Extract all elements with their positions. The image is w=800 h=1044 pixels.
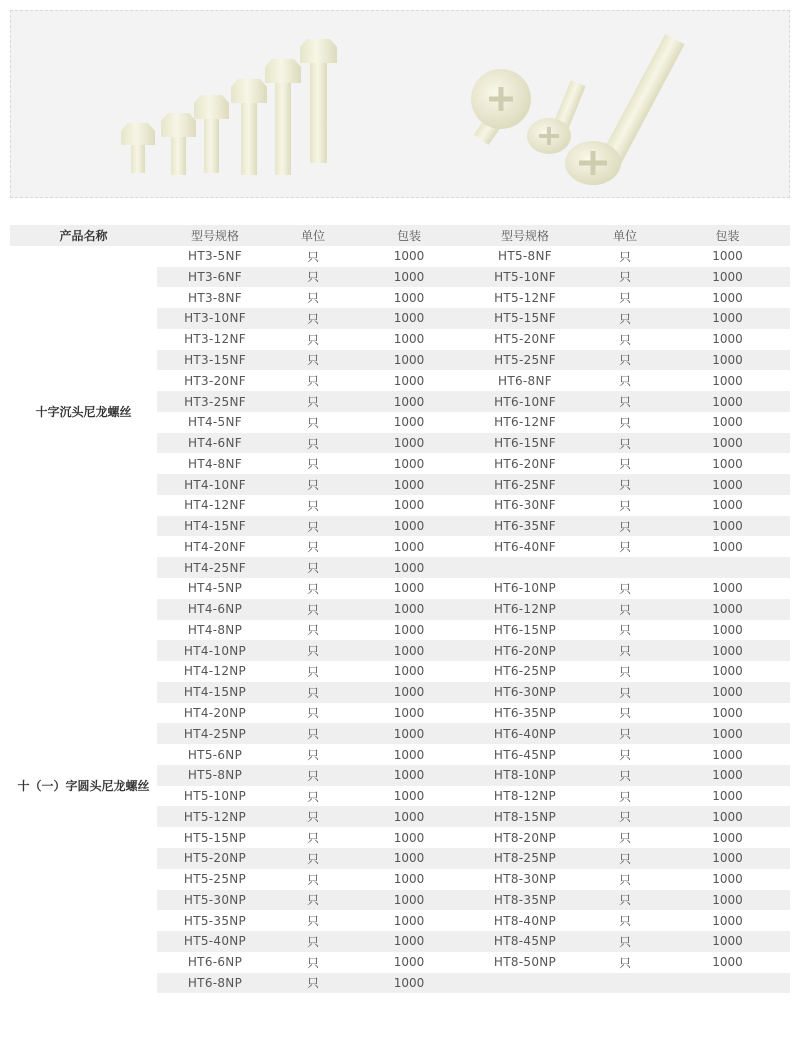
unit-cell: 只 [306,914,319,929]
unit-cell: 只 [306,540,319,555]
unit-cell: 只 [273,765,353,786]
package-cell: 1000 [353,433,465,454]
unit-cell: 只 [618,457,631,472]
package-cell: 1000 [393,539,425,554]
unit-cell: 只 [306,249,319,264]
unit-cell: 只 [585,890,665,911]
model-cell: HT3-12NF [184,332,246,347]
package-cell: 1000 [712,498,743,513]
hex-bolt-group [121,39,337,175]
package-cell: 1000 [353,890,465,911]
unit-cell: 只 [585,599,665,620]
table-row [10,246,790,267]
unit-cell: 只 [618,706,631,721]
package-cell: 1000 [353,350,465,371]
unit-cell: 只 [585,350,665,371]
unit-cell: 只 [306,623,319,638]
header-unit: 单位 [273,225,353,246]
package-cell: 1000 [712,332,743,347]
unit-cell: 只 [306,291,319,306]
package-cell: 1000 [712,373,743,388]
model-cell: HT6-30NP [465,682,585,703]
model-cell: HT4-15NP [157,682,273,703]
package-cell: 1000 [665,848,790,869]
package-cell: 1000 [665,308,790,329]
unit-cell: 只 [618,914,631,929]
package-cell: 1000 [353,931,465,952]
model-cell: HT5-8NP [157,765,273,786]
model-cell: HT5-12NF [494,290,556,305]
package-cell: 1000 [353,391,465,412]
unit-cell: 只 [306,415,319,430]
package-cell: 1000 [393,872,425,887]
package-cell: 1000 [712,622,743,637]
unit-cell: 只 [585,765,665,786]
model-cell: HT5-25NP [183,872,247,887]
model-cell: HT6-15NP [493,622,557,637]
unit-cell: 只 [273,599,353,620]
unit-cell: 只 [273,640,353,661]
model-cell: HT4-20NP [183,705,247,720]
header-product-name: 产品名称 [10,225,157,246]
unit-cell: 只 [306,748,319,763]
package-cell: 1000 [712,581,743,596]
model-cell: HT6-12NP [465,599,585,620]
package-cell [665,557,790,578]
unit-cell: 只 [618,581,631,596]
package-cell: 1000 [665,474,790,495]
model-cell: HT8-35NP [465,890,585,911]
package-cell: 1000 [665,433,790,454]
unit-cell: 只 [618,831,631,846]
unit-cell: 只 [306,789,319,804]
model-cell: HT4-15NF [157,516,273,537]
package-cell: 1000 [665,599,790,620]
package-cell: 1000 [712,955,743,970]
package-cell: 1000 [353,599,465,620]
unit-cell: 只 [273,848,353,869]
unit-cell: 只 [273,890,353,911]
table-header-row [10,225,790,246]
model-cell: HT8-12NP [493,789,557,804]
unit-cell: 只 [306,706,319,721]
package-cell: 1000 [712,913,743,928]
package-cell: 1000 [712,789,743,804]
package-cell: 1000 [353,848,465,869]
header-package: 包装 [353,225,465,246]
unit-cell: 只 [273,308,353,329]
unit-cell: 只 [273,557,353,578]
model-cell: HT8-40NP [493,913,557,928]
model-cell: HT4-12NP [183,664,247,679]
unit-cell [585,973,665,994]
unit-cell: 只 [306,457,319,472]
package-cell: 1000 [712,539,743,554]
header-package-2: 包装 [665,225,790,246]
package-cell: 1000 [665,350,790,371]
model-cell: HT6-12NF [494,415,556,430]
unit-cell: 只 [618,291,631,306]
package-cell: 1000 [393,415,425,430]
unit-cell: 只 [273,433,353,454]
unit-cell [585,557,665,578]
model-cell [465,973,585,994]
package-cell: 1000 [353,640,465,661]
package-cell: 1000 [393,664,425,679]
unit-cell: 只 [585,516,665,537]
package-cell: 1000 [353,765,465,786]
unit-cell: 只 [618,789,631,804]
model-cell: HT8-50NP [493,955,557,970]
package-cell: 1000 [665,391,790,412]
package-cell: 1000 [353,267,465,288]
unit-cell: 只 [273,682,353,703]
unit-cell: 只 [585,267,665,288]
package-cell [665,973,790,994]
model-cell: HT4-5NF [188,415,242,430]
unit-cell: 只 [618,955,631,970]
package-cell: 1000 [393,622,425,637]
product-photo [10,10,790,198]
unit-cell: 只 [306,872,319,887]
model-cell: HT4-10NF [157,474,273,495]
header-unit-2: 单位 [585,225,665,246]
model-cell [465,557,585,578]
unit-cell: 只 [273,931,353,952]
model-cell: HT5-20NP [157,848,273,869]
package-cell: 1000 [353,806,465,827]
package-cell: 1000 [393,913,425,928]
package-cell: 1000 [353,516,465,537]
model-cell: HT6-8NP [157,973,273,994]
model-cell: HT3-10NF [157,308,273,329]
package-cell: 1000 [393,249,425,264]
model-cell: HT5-15NF [465,308,585,329]
model-cell: HT4-8NF [188,456,242,471]
model-cell: HT6-8NF [498,373,552,388]
unit-cell: 只 [306,955,319,970]
package-cell: 1000 [665,890,790,911]
model-cell: HT4-25NP [157,723,273,744]
model-cell: HT3-15NF [157,350,273,371]
package-cell: 1000 [393,456,425,471]
unit-cell: 只 [618,748,631,763]
package-cell: 1000 [393,581,425,596]
package-cell: 1000 [712,872,743,887]
model-cell: HT3-5NF [188,249,242,264]
package-cell: 1000 [393,290,425,305]
unit-cell: 只 [306,581,319,596]
package-cell: 1000 [665,267,790,288]
model-cell: HT5-30NP [157,890,273,911]
model-cell: HT8-45NP [465,931,585,952]
package-cell: 1000 [665,516,790,537]
model-cell: HT4-20NF [184,539,246,554]
unit-cell: 只 [273,350,353,371]
unit-cell: 只 [306,498,319,513]
unit-cell: 只 [585,308,665,329]
unit-cell: 只 [585,931,665,952]
model-cell: HT8-15NP [465,806,585,827]
package-cell: 1000 [393,789,425,804]
unit-cell: 只 [618,540,631,555]
unit-cell: 只 [585,474,665,495]
package-cell: 1000 [665,640,790,661]
model-cell: HT5-12NP [157,806,273,827]
model-cell: HT6-25NP [493,664,557,679]
unit-cell: 只 [273,973,353,994]
model-cell: HT4-6NF [157,433,273,454]
package-cell: 1000 [665,931,790,952]
unit-cell: 只 [306,831,319,846]
package-cell: 1000 [712,415,743,430]
unit-cell: 只 [585,682,665,703]
model-cell: HT6-6NP [187,955,243,970]
package-cell: 1000 [353,557,465,578]
package-cell: 1000 [665,765,790,786]
package-cell: 1000 [665,723,790,744]
unit-cell: 只 [585,848,665,869]
product-category: 十字沉头尼龙螺丝 [10,246,157,578]
product-category: 十（一）字圆头尼龙螺丝 [10,578,157,993]
model-cell: HT6-10NP [493,581,557,596]
package-cell: 1000 [712,249,743,264]
package-cell: 1000 [665,806,790,827]
package-cell: 1000 [393,498,425,513]
model-cell: HT6-45NP [493,747,557,762]
unit-cell: 只 [618,415,631,430]
model-cell: HT6-35NF [465,516,585,537]
unit-cell: 只 [618,249,631,264]
package-cell: 1000 [393,373,425,388]
model-cell: HT5-25NF [465,350,585,371]
package-cell: 1000 [712,705,743,720]
model-cell: HT6-25NF [465,474,585,495]
unit-cell: 只 [273,267,353,288]
unit-cell: 只 [585,723,665,744]
model-cell: HT6-10NF [465,391,585,412]
package-cell: 1000 [393,747,425,762]
model-cell: HT6-40NP [465,723,585,744]
model-cell: HT4-6NP [157,599,273,620]
unit-cell: 只 [306,374,319,389]
unit-cell: 只 [306,664,319,679]
nylon-screws-illustration [11,11,791,199]
unit-cell: 只 [273,516,353,537]
package-cell: 1000 [393,705,425,720]
unit-cell: 只 [618,332,631,347]
package-cell: 1000 [712,830,743,845]
spec-table [10,225,790,993]
package-cell: 1000 [712,747,743,762]
model-cell: HT5-20NF [494,332,556,347]
package-cell: 1000 [712,664,743,679]
model-cell: HT4-10NP [157,640,273,661]
package-cell: 1000 [712,456,743,471]
unit-cell: 只 [585,433,665,454]
model-cell: HT5-6NP [187,747,243,762]
model-cell: HT4-8NP [187,622,243,637]
unit-cell: 只 [273,474,353,495]
model-cell: HT5-40NP [157,931,273,952]
model-cell: HT3-8NF [188,290,242,305]
model-cell: HT4-5NP [187,581,243,596]
unit-cell: 只 [618,664,631,679]
model-cell: HT6-30NF [494,498,556,513]
model-cell: HT8-25NP [465,848,585,869]
model-cell: HT5-10NP [183,789,247,804]
model-cell: HT6-40NF [494,539,556,554]
pan-head-screw-group [471,34,685,185]
unit-cell: 只 [618,623,631,638]
model-cell: HT3-25NF [157,391,273,412]
header-model-2: 型号规格 [465,225,585,246]
unit-cell: 只 [273,723,353,744]
unit-cell: 只 [306,332,319,347]
model-cell: HT3-6NF [157,267,273,288]
package-cell: 1000 [353,973,465,994]
unit-cell: 只 [618,374,631,389]
package-cell: 1000 [353,474,465,495]
model-cell: HT4-12NF [184,498,246,513]
model-cell: HT5-10NF [465,267,585,288]
header-model: 型号规格 [157,225,273,246]
unit-cell: 只 [618,498,631,513]
model-cell: HT6-35NP [493,705,557,720]
package-cell: 1000 [393,332,425,347]
table-row [10,578,790,599]
package-cell: 1000 [353,723,465,744]
model-cell: HT5-8NF [498,249,552,264]
package-cell: 1000 [712,290,743,305]
unit-cell: 只 [618,872,631,887]
unit-cell: 只 [273,806,353,827]
unit-cell: 只 [273,391,353,412]
model-cell: HT8-20NP [493,830,557,845]
model-cell: HT4-25NF [157,557,273,578]
unit-cell: 只 [585,806,665,827]
package-cell: 1000 [665,682,790,703]
package-cell: 1000 [393,830,425,845]
package-cell: 1000 [353,682,465,703]
unit-cell: 只 [585,391,665,412]
model-cell: HT8-30NP [493,872,557,887]
model-cell: HT6-20NP [465,640,585,661]
model-cell: HT6-15NF [465,433,585,454]
unit-cell: 只 [585,640,665,661]
package-cell: 1000 [353,308,465,329]
package-cell: 1000 [393,955,425,970]
model-cell: HT5-35NP [183,913,247,928]
model-cell: HT6-20NF [494,456,556,471]
model-cell: HT8-10NP [465,765,585,786]
model-cell: HT5-15NP [183,830,247,845]
model-cell: HT3-20NF [184,373,246,388]
